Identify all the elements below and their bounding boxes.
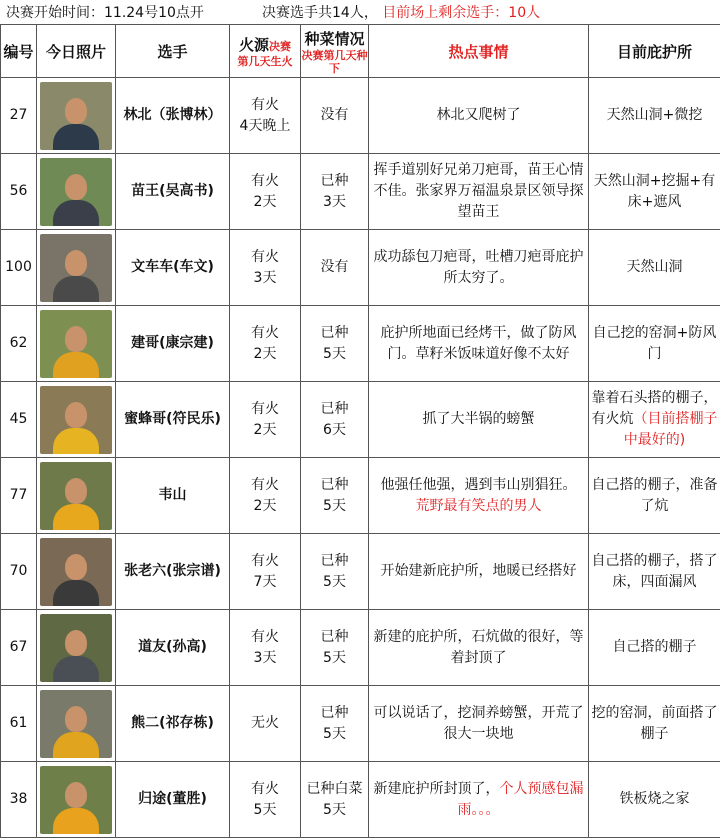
fire-cell [230,458,301,534]
photo-cell [37,154,116,230]
player-photo [40,82,112,150]
photo-cell [37,78,116,154]
table-row [1,306,720,382]
fire-cell [230,762,301,838]
col-header-news: 热点事情 [369,25,589,78]
shelter-cell [589,230,720,306]
shelter-cell [589,610,720,686]
shelter-cell [589,78,720,154]
fire-day: 7天 [230,572,300,593]
veg-cell [301,762,369,838]
photo-cell [37,534,116,610]
player-photo [40,158,112,226]
fire-day: 2天 [230,192,300,213]
start-time-text: 决赛开始时间：11.24号10点开 [6,2,204,22]
fire-status: 有火 [230,627,300,648]
news-cell [369,762,589,838]
photo-cell [37,762,116,838]
fire-day: 3天 [230,268,300,289]
player-id: 61 [1,686,37,762]
veg-status: 已种 [301,475,368,496]
table-row [1,230,720,306]
fire-cell [230,382,301,458]
fire-cell [230,686,301,762]
shelter-highlight: （目前搭棚子中最好的) [624,411,718,448]
news-text: 庇护所地面已经烤干，做了防风门。草籽米饭味道好像不太好 [381,325,577,362]
fire-day: 3天 [230,648,300,669]
shelter-text: 自己搭的棚子，搭了床，四面漏风 [592,553,718,590]
table-row [1,382,720,458]
veg-status: 已种 [301,627,368,648]
player-id: 38 [1,762,37,838]
shelter-cell [589,534,720,610]
fire-status: 有火 [230,399,300,420]
news-text: 抓了大半锅的螃蟹 [423,411,535,427]
player-name: 熊二(祁存栋) [116,686,230,762]
veg-day: 5天 [301,344,368,365]
photo-body [53,732,99,758]
photo-head [65,250,87,276]
photo-head [65,478,87,504]
fire-day: 2天 [230,496,300,517]
veg-cell [301,458,369,534]
fire-status: 有火 [230,171,300,192]
news-text: 可以说话了，挖洞养螃蟹，开荒了很大一块地 [374,705,584,742]
player-name: 林北（张博林） [116,78,230,154]
shelter-cell [589,458,720,534]
players-total-text: 决赛选手共14人， [262,5,378,21]
col-header-fire [230,25,301,78]
player-photo [40,538,112,606]
photo-cell [37,230,116,306]
player-name: 张老六(张宗谱) [116,534,230,610]
player-name: 蜜蜂哥(符民乐) [116,382,230,458]
fire-status: 无火 [230,713,300,734]
player-name: 苗王(吴高书) [116,154,230,230]
photo-head [65,174,87,200]
shelter-cell [589,686,720,762]
news-cell [369,610,589,686]
shelter-text: 自己搭的棚子，准备了炕 [592,477,718,514]
player-photo [40,766,112,834]
col-header-id: 编号 [1,25,37,78]
fire-cell [230,610,301,686]
veg-status: 已种 [301,171,368,192]
veg-day: 5天 [301,572,368,593]
veg-cell [301,306,369,382]
photo-body [53,656,99,682]
news-text: 林北又爬树了 [437,107,521,123]
top-info-bar [0,0,720,24]
fire-status: 有火 [230,95,300,116]
veg-status: 没有 [301,105,368,126]
veg-cell [301,534,369,610]
news-text: 他强任他强，遇到韦山别猖狂。 [381,477,577,493]
fire-status: 有火 [230,323,300,344]
photo-head [65,782,87,808]
veg-cell [301,78,369,154]
news-highlight: 荒野最有笑点的男人 [369,496,588,517]
news-text: 开始建新庇护所，地暖已经搭好 [381,563,577,579]
shelter-text: 自己搭的棚子 [613,639,697,655]
player-name: 道友(孙高) [116,610,230,686]
player-id: 56 [1,154,37,230]
news-text: 新建庇护所封顶了， [374,781,500,797]
col-header-shelter: 目前庇护所 [589,25,720,78]
shelter-cell [589,382,720,458]
player-name: 文车车(车文) [116,230,230,306]
player-name: 建哥(康宗建) [116,306,230,382]
shelter-text: 铁板烧之家 [620,791,690,807]
veg-status: 没有 [301,257,368,278]
shelter-text: 天然山洞+微挖 [607,107,703,123]
news-cell [369,78,589,154]
players-left-text: 目前场上剩余选手：10人 [382,5,540,21]
photo-cell [37,382,116,458]
photo-cell [37,686,116,762]
players-summary [262,2,540,22]
news-text: 挥手道别好兄弟刀疤哥，苗王心情不佳。张家界万福温泉景区领导探望苗王 [374,162,584,220]
player-photo [40,310,112,378]
table-header-row [1,25,720,78]
shelter-text: 挖的窑洞，前面搭了棚子 [592,705,718,742]
player-photo [40,690,112,758]
veg-cell [301,686,369,762]
col-header-player: 选手 [116,25,230,78]
news-text: 新建的庇护所，石炕做的很好，等着封顶了 [374,629,584,666]
fire-cell [230,230,301,306]
player-name: 归途(董胜) [116,762,230,838]
photo-head [65,554,87,580]
photo-body [53,200,99,226]
photo-body [53,580,99,606]
col-header-photo: 今日照片 [37,25,116,78]
fire-cell [230,306,301,382]
player-id: 67 [1,610,37,686]
table-row [1,154,720,230]
fire-cell [230,78,301,154]
table-row [1,534,720,610]
player-photo [40,386,112,454]
table-row [1,686,720,762]
fire-status: 有火 [230,475,300,496]
fire-status: 有火 [230,551,300,572]
veg-day: 5天 [301,800,368,821]
photo-head [65,98,87,124]
veg-header-label: 种菜情况 [304,30,364,48]
veg-status: 已种 [301,323,368,344]
veg-status: 已种白菜 [301,779,368,800]
player-id: 45 [1,382,37,458]
veg-cell [301,382,369,458]
fire-day: 2天 [230,344,300,365]
shelter-cell [589,306,720,382]
player-id: 77 [1,458,37,534]
photo-cell [37,610,116,686]
photo-body [53,124,99,150]
shelter-text: 靠着石头搭的棚子，有火炕 [592,390,718,427]
table-row [1,610,720,686]
table-row [1,458,720,534]
news-highlight: 个人预感包漏雨。。。 [458,781,584,818]
news-cell [369,154,589,230]
veg-status: 已种 [301,703,368,724]
news-cell [369,306,589,382]
contestant-table [0,24,720,838]
veg-cell [301,230,369,306]
veg-day: 3天 [301,192,368,213]
table-row [1,762,720,838]
photo-cell [37,306,116,382]
veg-day: 5天 [301,496,368,517]
shelter-text: 天然山洞 [627,259,683,275]
shelter-text: 天然山洞+挖掘+有床+遮风 [594,173,715,210]
photo-head [65,402,87,428]
player-photo [40,462,112,530]
veg-status: 已种 [301,399,368,420]
news-text: 成功舔包刀疤哥，吐槽刀疤哥庇护所太穷了。 [374,249,584,286]
photo-head [65,326,87,352]
player-photo [40,614,112,682]
fire-status: 有火 [230,779,300,800]
photo-head [65,706,87,732]
photo-body [53,428,99,454]
player-id: 27 [1,78,37,154]
fire-cell [230,534,301,610]
fire-status: 有火 [230,247,300,268]
shelter-text: 自己挖的窑洞+防风门 [593,325,717,362]
player-name: 韦山 [116,458,230,534]
fire-day: 5天 [230,800,300,821]
photo-body [53,808,99,834]
news-cell [369,534,589,610]
fire-day: 2天 [230,420,300,441]
photo-body [53,352,99,378]
veg-status: 已种 [301,551,368,572]
veg-header-sub: 决赛第几天种下 [301,49,368,75]
fire-header-label: 火源 [239,36,269,54]
veg-day: 5天 [301,648,368,669]
news-cell [369,230,589,306]
fire-cell [230,154,301,230]
photo-body [53,276,99,302]
veg-cell [301,154,369,230]
player-id: 70 [1,534,37,610]
player-id: 62 [1,306,37,382]
veg-day: 6天 [301,420,368,441]
news-cell [369,686,589,762]
news-cell [369,382,589,458]
veg-day: 5天 [301,724,368,745]
news-cell [369,458,589,534]
fire-day: 4天晚上 [230,116,300,137]
photo-head [65,630,87,656]
fire-header-sub2: 第几天生火 [230,55,300,68]
player-id: 100 [1,230,37,306]
shelter-cell [589,154,720,230]
veg-cell [301,610,369,686]
photo-cell [37,458,116,534]
fire-header-sub1: 决赛 [269,40,291,53]
shelter-cell [589,762,720,838]
table-row [1,78,720,154]
photo-body [53,504,99,530]
col-header-veg [301,25,369,78]
player-photo [40,234,112,302]
